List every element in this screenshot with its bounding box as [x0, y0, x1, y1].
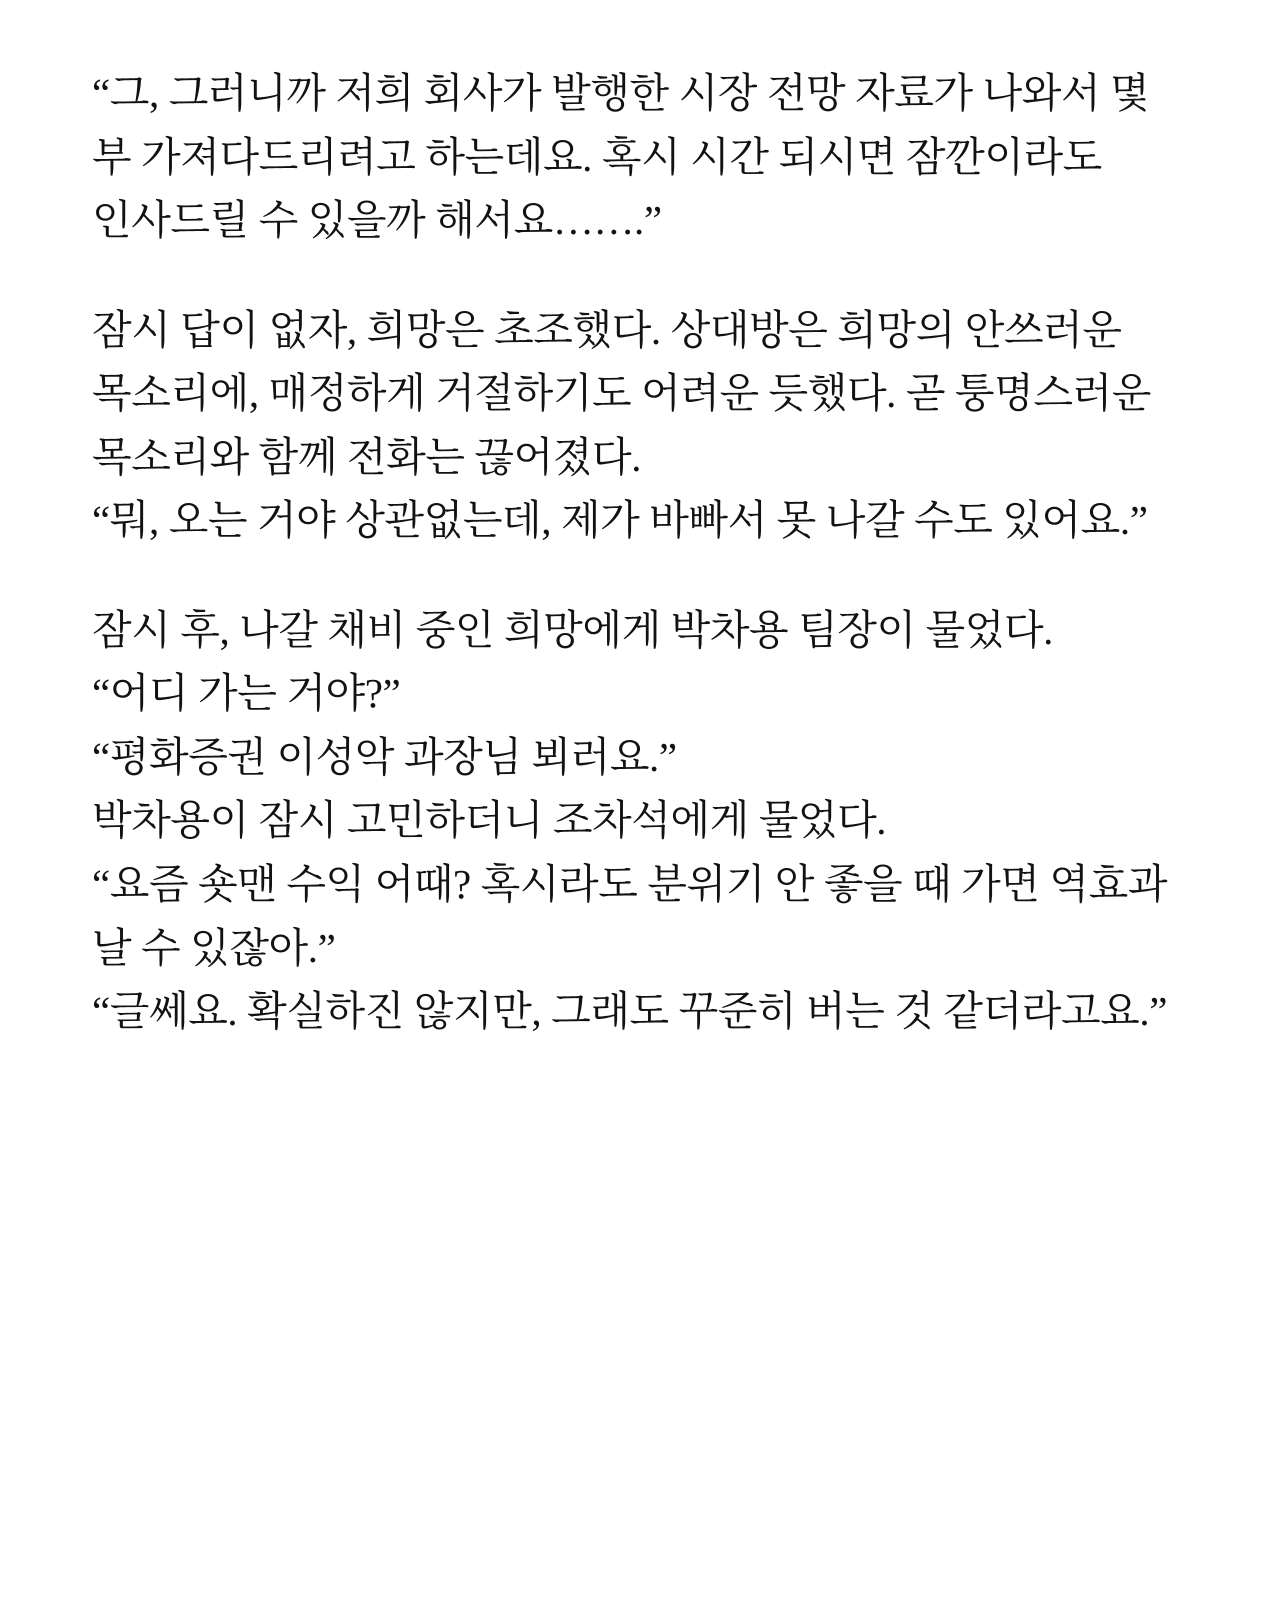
paragraph-6: “평화증권 이성악 과장님 뵈러요.”	[92, 733, 677, 780]
paragraph-1: “그, 그러니까 저희 회사가 발행한 시장 전망 자료가 나와서 몇 부 가져다드리려고 하는데요. 혹시 시간 되시면 잠깐이라도 인사드릴 수 있을까 해서요…….”	[92, 70, 1150, 244]
paragraph-5: “어디 가는 거야?”	[92, 670, 401, 717]
paragraph-spacer	[92, 553, 1188, 599]
paragraph-spacer	[92, 253, 1188, 299]
paragraph-4: 잠시 후, 나갈 채비 중인 희망에게 박차용 팀장이 물었다.	[92, 606, 1054, 653]
paragraph-9: “글쎄요. 확실하진 않지만, 그래도 꾸준히 버는 것 같더라고요.”	[92, 988, 1168, 1035]
paragraph-8: “요즘 숏맨 수익 어때? 혹시라도 분위기 안 좋을 때 가면 역효과 날 수 있잖아.”	[92, 861, 1168, 971]
paragraph-7: 박차용이 잠시 고민하더니 조차석에게 물었다.	[92, 797, 887, 844]
paragraph-2: 잠시 답이 없자, 희망은 초조했다. 상대방은 희망의 안쓰러운 목소리에, 매정하게 거절하기도 어려운 듯했다. 곧 퉁명스러운 목소리와 함께 전화는 끊어졌다.	[92, 306, 1151, 480]
paragraph-3: “뭐, 오는 거야 상관없는데, 제가 바빠서 못 나갈 수도 있어요.”	[92, 497, 1148, 544]
